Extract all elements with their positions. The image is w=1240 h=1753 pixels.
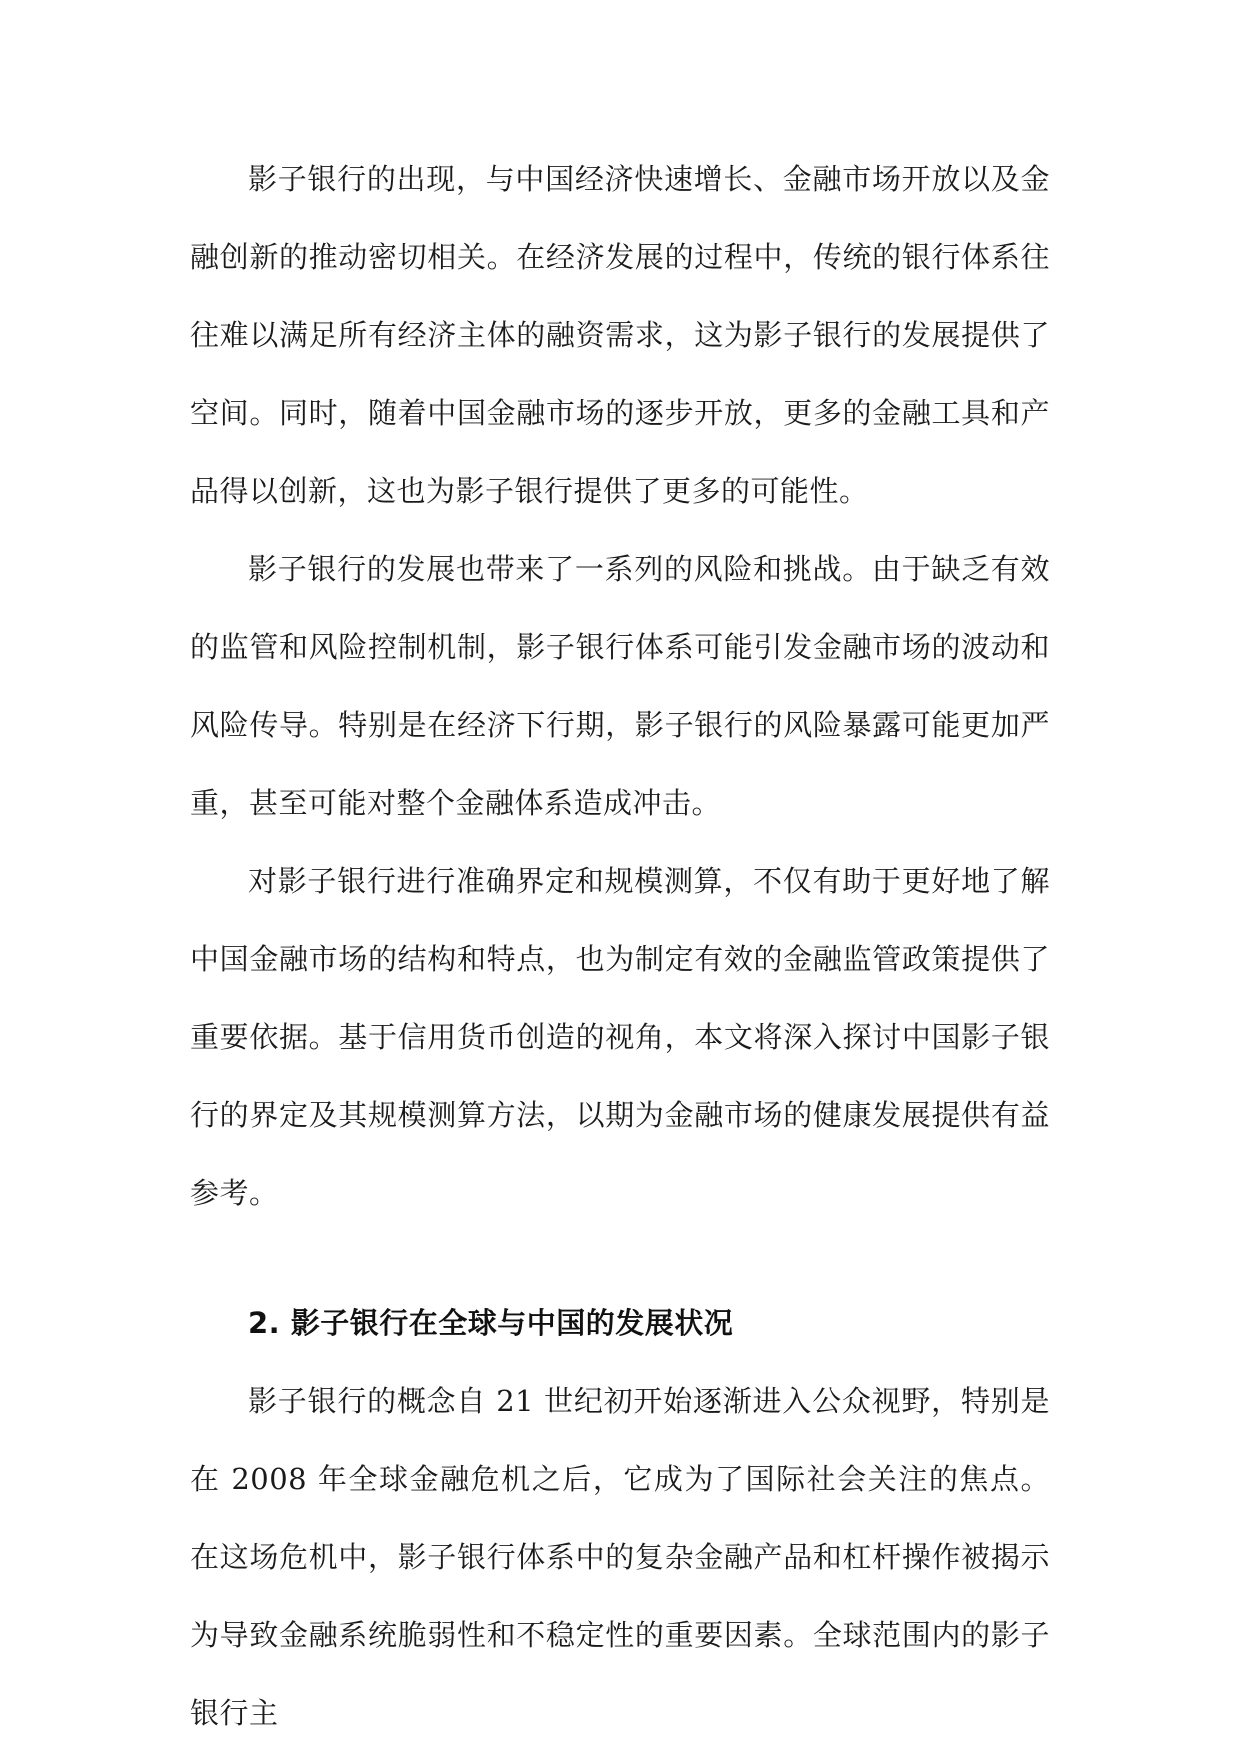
paragraph-shadow-banking-origin: 影子银行的出现，与中国经济快速增长、金融市场开放以及金融创新的推动密切相关。在经济发展的过程中，传统的银行体系往往难以满足所有经济主体的融资需求，这为影子银行的发展提供了空间。同时，随着中国金融市场的逐步开放，更多的金融工具和产品得以创新，这也为影子银行提供了更多的可能性。	[190, 162, 1050, 508]
section-heading: 2. 影子银行在全球与中国的发展状况	[248, 1306, 734, 1340]
paragraph-shadow-banking-risks: 影子银行的发展也带来了一系列的风险和挑战。由于缺乏有效的监管和风险控制机制，影子银行体系可能引发金融市场的波动和风险传导。特别是在经济下行期，影子银行的风险暴露可能更加严重，甚至可能对整个金融体系造成冲击。	[190, 552, 1050, 820]
paragraph-research-purpose: 对影子银行进行准确界定和规模测算，不仅有助于更好地了解中国金融市场的结构和特点，也为制定有效的金融监管政策提供了重要依据。基于信用货币创造的视角，本文将深入探讨中国影子银行的界定及其规模测算方法，以期为金融市场的健康发展提供有益参考。	[190, 864, 1050, 1210]
document-body	[190, 140, 1050, 1752]
paragraph-global-development: 影子银行的概念自 21 世纪初开始逐渐进入公众视野，特别是在 2008 年全球金融危机之后，它成为了国际社会关注的焦点。在这场危机中，影子银行体系中的复杂金融产品和杠杆操作被揭示为导致金融系统脆弱性和不稳定性的重要因素。全球范围内的影子银行主	[190, 1384, 1050, 1730]
